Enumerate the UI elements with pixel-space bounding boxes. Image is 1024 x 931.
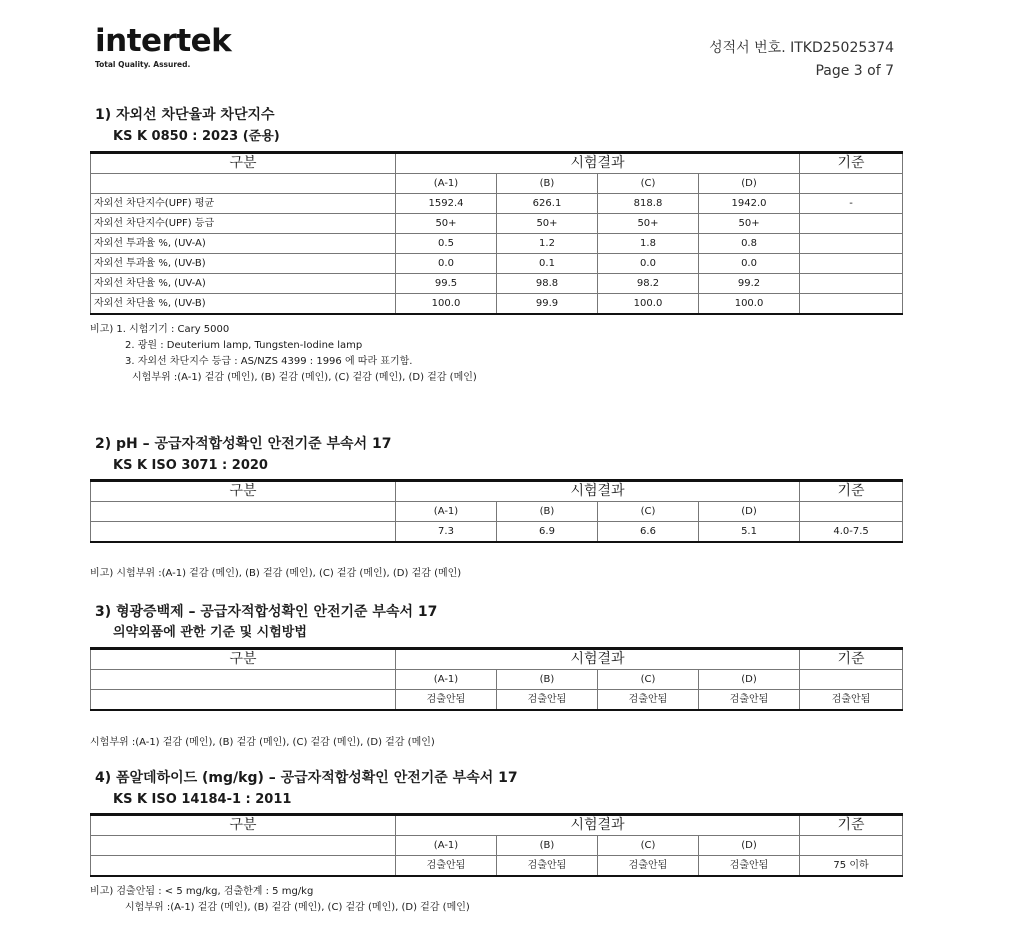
header-results: 시험결과: [396, 649, 800, 670]
sample-label: (C): [598, 670, 699, 690]
cell-value: 7.3: [396, 522, 497, 543]
table-row: [91, 254, 903, 274]
cell-value: 100.0: [699, 294, 800, 315]
section-1-title: 1) 자외선 차단율과 차단지수: [95, 107, 275, 123]
row-label: [91, 522, 396, 543]
cell-value: 검출안됨: [497, 690, 598, 711]
cell-standard: [800, 294, 903, 315]
cell-standard: [800, 234, 903, 254]
cell-value: 0.0: [598, 254, 699, 274]
section-1-notes: [90, 322, 477, 386]
header-standard: 기준: [800, 481, 903, 502]
table-header-row: [91, 649, 903, 670]
cell-value: 1.2: [497, 234, 598, 254]
cell-standard: -: [800, 194, 903, 214]
cell-standard: 검출안됨: [800, 690, 903, 711]
table-header-row: [91, 481, 903, 502]
cell-standard: 4.0-7.5: [800, 522, 903, 543]
header-standard: 기준: [800, 815, 903, 836]
cell-value: 50+: [396, 214, 497, 234]
note-line: 시험부위 :(A-1) 겉감 (메인), (B) 겉감 (메인), (C) 겉감 (메인), (D) 겉감 (메인): [132, 372, 477, 383]
note-line: 시험부위 :(A-1) 겉감 (메인), (B) 겉감 (메인), (C) 겉감 (메인), (D) 겉감 (메인): [125, 902, 470, 913]
row-label: 자외선 차단지수(UPF) 평균: [91, 194, 396, 214]
cell-value: 6.9: [497, 522, 598, 543]
sample-label: (B): [497, 174, 598, 194]
cell-value: 99.5: [396, 274, 497, 294]
sample-label: (D): [699, 174, 800, 194]
table-row: [91, 274, 903, 294]
row-label: [91, 690, 396, 711]
cell-value: 1942.0: [699, 194, 800, 214]
header-results: 시험결과: [396, 481, 800, 502]
cell-value: 0.0: [396, 254, 497, 274]
sample-header-row: [91, 836, 903, 856]
cell-value: 검출안됨: [497, 856, 598, 877]
ph-results-table: [90, 479, 903, 543]
cell-value: 626.1: [497, 194, 598, 214]
cell-standard: [800, 274, 903, 294]
note-line: 3. 자외선 차단지수 등급 : AS/NZS 4399 : 1996 에 따라 표기함.: [125, 356, 413, 367]
header-standard: 기준: [800, 153, 903, 174]
sample-label: (B): [497, 670, 598, 690]
cell-value: 50+: [497, 214, 598, 234]
row-label: [91, 856, 396, 877]
note-line: 비고) 검출안됨 : < 5 mg/kg, 검출한계 : 5 mg/kg: [90, 886, 314, 897]
cell-value: 검출안됨: [598, 690, 699, 711]
row-label: 자외선 투과율 %, (UV-A): [91, 234, 396, 254]
table-header-row: [91, 153, 903, 174]
cell-value: 검출안됨: [396, 856, 497, 877]
uv-results-table: [90, 151, 903, 315]
sample-header-row: [91, 174, 903, 194]
cell-value: 5.1: [699, 522, 800, 543]
section-2-title: 2) pH – 공급자적합성확인 안전기준 부속서 17: [95, 436, 392, 452]
sample-label: (D): [699, 836, 800, 856]
cell-value: 0.8: [699, 234, 800, 254]
sample-label: (C): [598, 502, 699, 522]
header-standard: 기준: [800, 649, 903, 670]
header-results: 시험결과: [396, 815, 800, 836]
cell-value: 50+: [699, 214, 800, 234]
intertek-logo: [95, 23, 232, 69]
cell-value: 100.0: [396, 294, 497, 315]
cell-standard: [800, 214, 903, 234]
fluorescent-results-table: [90, 647, 903, 711]
table-header-row: [91, 815, 903, 836]
cell-value: 818.8: [598, 194, 699, 214]
sample-label: (A-1): [396, 174, 497, 194]
cell-value: 검출안됨: [699, 856, 800, 877]
header-category: 구분: [91, 649, 396, 670]
cell-value: 0.5: [396, 234, 497, 254]
sample-label: (B): [497, 502, 598, 522]
section-3-subtitle: 의약외품에 관한 기준 및 시험방법: [113, 625, 307, 640]
cell-value: 1592.4: [396, 194, 497, 214]
sample-label: (A-1): [396, 670, 497, 690]
cell-value: 1.8: [598, 234, 699, 254]
note-line: 비고) 1. 시험기기 : Cary 5000: [90, 324, 230, 335]
note-line: 비고) 시험부위 :(A-1) 겉감 (메인), (B) 겉감 (메인), (C) 겉감 (메인), (D) 겉감 (메인): [90, 568, 462, 579]
cell-value: 0.1: [497, 254, 598, 274]
row-label: 자외선 차단율 %, (UV-A): [91, 274, 396, 294]
sample-label: (A-1): [396, 836, 497, 856]
section-3-notes: [90, 735, 435, 751]
formaldehyde-results-table: [90, 813, 903, 877]
cell-value: 99.9: [497, 294, 598, 315]
cell-value: 검출안됨: [598, 856, 699, 877]
cell-standard: [800, 254, 903, 274]
cell-value: 6.6: [598, 522, 699, 543]
table-row: [91, 214, 903, 234]
sample-header-row: [91, 502, 903, 522]
header-results: 시험결과: [396, 153, 800, 174]
cell-value: 검출안됨: [396, 690, 497, 711]
logo-wordmark: intertek: [95, 23, 232, 59]
report-header-info: [709, 37, 894, 83]
section-4-title: 4) 폼알데하이드 (mg/kg) – 공급자적합성확인 안전기준 부속서 17: [95, 770, 518, 786]
section-3-title: 3) 형광증백제 – 공급자적합성확인 안전기준 부속서 17: [95, 604, 438, 620]
sample-label: (A-1): [396, 502, 497, 522]
sample-label: (D): [699, 502, 800, 522]
table-row: [91, 294, 903, 315]
cell-standard: 75 이하: [800, 856, 903, 877]
section-2-notes: [90, 566, 461, 582]
table-row: [91, 194, 903, 214]
section-1-subtitle: KS K 0850 : 2023 (준용): [113, 129, 280, 144]
table-row: [91, 690, 903, 711]
note-line: 시험부위 :(A-1) 겉감 (메인), (B) 겉감 (메인), (C) 겉감 (메인), (D) 겉감 (메인): [90, 737, 435, 748]
table-row: [91, 522, 903, 543]
cell-value: 100.0: [598, 294, 699, 315]
row-label: 자외선 투과율 %, (UV-B): [91, 254, 396, 274]
note-line: 2. 광원 : Deuterium lamp, Tungsten-Iodine lamp: [125, 340, 363, 351]
sample-label: (D): [699, 670, 800, 690]
section-2-subtitle: KS K ISO 3071 : 2020: [113, 458, 268, 473]
sample-label: (C): [598, 174, 699, 194]
report-number: 성적서 번호. ITKD25025374: [709, 40, 894, 56]
cell-value: 0.0: [699, 254, 800, 274]
header-category: 구분: [91, 815, 396, 836]
sample-label: (B): [497, 836, 598, 856]
cell-value: 98.2: [598, 274, 699, 294]
header-category: 구분: [91, 481, 396, 502]
section-4-notes: [90, 884, 470, 916]
cell-value: 99.2: [699, 274, 800, 294]
sample-header-row: [91, 670, 903, 690]
row-label: 자외선 차단율 %, (UV-B): [91, 294, 396, 315]
cell-value: 98.8: [497, 274, 598, 294]
cell-value: 50+: [598, 214, 699, 234]
logo-tagline: Total Quality. Assured.: [95, 60, 191, 69]
table-row: [91, 234, 903, 254]
section-4-subtitle: KS K ISO 14184-1 : 2011: [113, 792, 292, 807]
table-row: [91, 856, 903, 877]
header-category: 구분: [91, 153, 396, 174]
row-label: 자외선 차단지수(UPF) 등급: [91, 214, 396, 234]
cell-value: 검출안됨: [699, 690, 800, 711]
page-indicator: Page 3 of 7: [815, 63, 894, 79]
sample-label: (C): [598, 836, 699, 856]
